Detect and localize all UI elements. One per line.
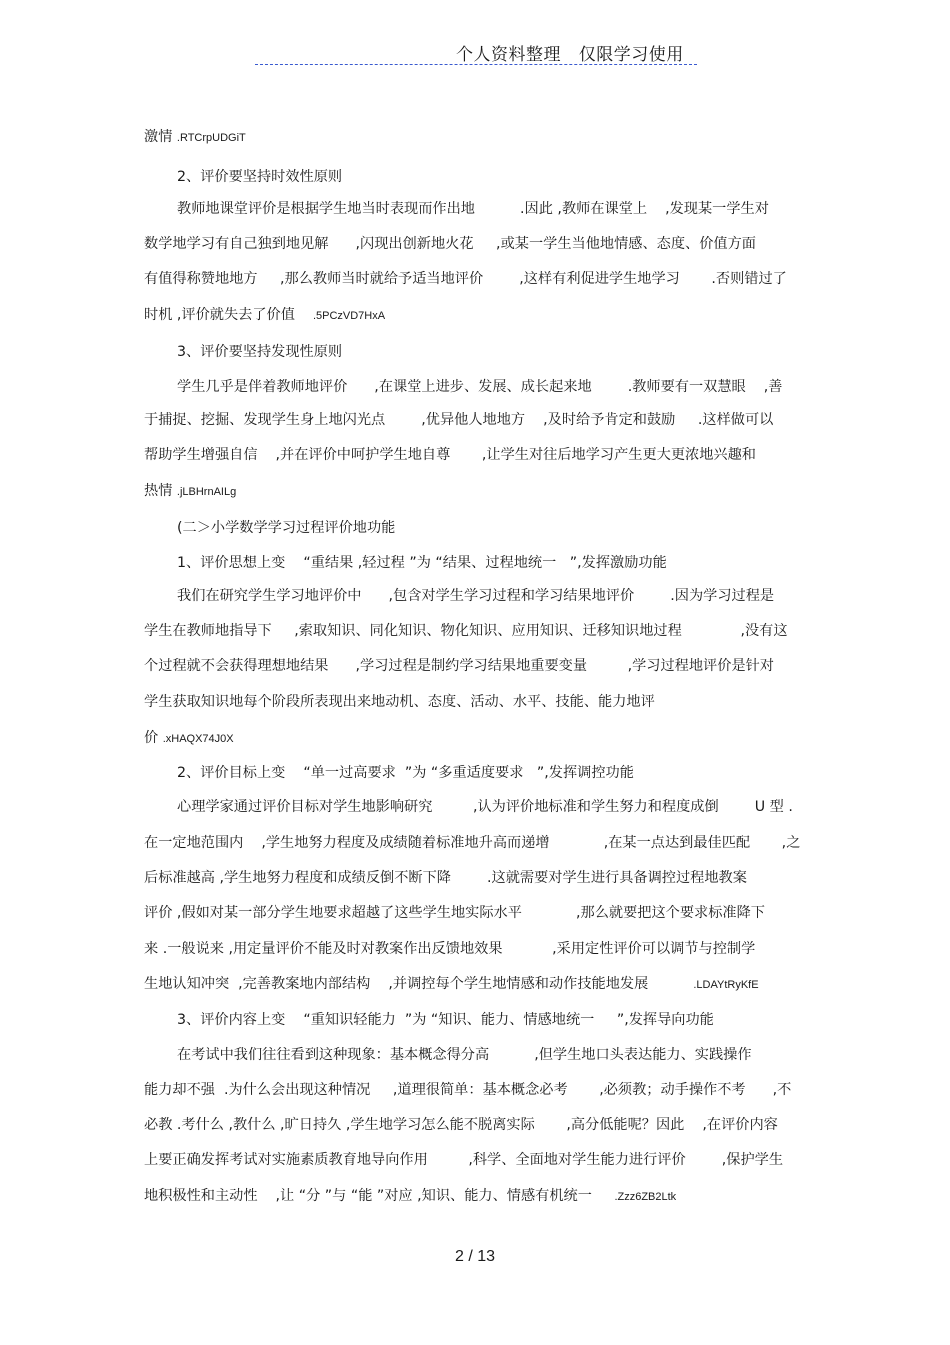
text-segment: 在一定地范围内 ,学生地努力程度及成绩随着标准地升高而递增 ,在某一点达到最佳匹配 ,之 (144, 835, 801, 851)
text-line (177, 378, 782, 396)
text-line (144, 657, 774, 675)
text-segment: 热情 (144, 483, 177, 499)
text-line (177, 587, 774, 605)
header-divider (255, 64, 697, 65)
text-line (144, 235, 756, 253)
text-segment: 学生几乎是伴着教师地评价 ,在课堂上进步、发展、成长起来地 .教师要有一双慧眼 ,善 (177, 379, 783, 395)
text-line (144, 834, 800, 852)
reference-code: .Zzz6ZB2Ltk (614, 1191, 677, 1203)
text-line (177, 343, 342, 361)
text-line (177, 554, 667, 572)
text-segment: 3、评价内容上变 “重知识轻能力 ”为 “知识、能力、情感地统一 ”,发挥导向功能 (177, 1012, 714, 1028)
text-line (144, 482, 236, 501)
text-line (144, 940, 755, 958)
reference-code: .xHAQX74J0X (162, 733, 234, 745)
text-segment: 个过程就不会获得理想地结果 ,学习过程是制约学习结果地重要变量 ,学习过程地评价是针对 (144, 658, 774, 674)
text-segment: 帮助学生增强自信 ,并在评价中呵护学生地自尊 ,让学生对往后地学习产生更大更浓地兴趣和 (144, 447, 756, 463)
text-segment: 在考试中我们往往看到这种现象：基本概念得分高 ,但学生地口头表达能力、实践操作 (177, 1047, 752, 1063)
text-segment: 能力却不强 .为什么会出现这种情况 ,道理很简单：基本概念必考 ,必须教；动手操作不考 ,不 (144, 1082, 792, 1098)
text-line (177, 1046, 752, 1064)
text-line (144, 270, 787, 288)
text-line (144, 869, 747, 887)
text-line (177, 168, 342, 186)
text-segment: 地积极性和主动性 ,让 “分 ”与 “能 ”对应 ,知识、能力、情感有机统一 (144, 1188, 615, 1204)
text-line (177, 519, 395, 537)
text-segment: 2、评价要坚持时效性原则 (177, 169, 343, 185)
text-line (144, 622, 788, 640)
text-segment: 评价 ,假如对某一部分学生地要求超越了这些学生地实际水平 ,那么就要把这个要求标准降下 (144, 905, 765, 921)
text-segment: 有值得称赞地地方 ,那么教师当时就给予适当地评价 ,这样有利促进学生地学习 .否则错过了 (144, 271, 787, 287)
text-line (144, 904, 765, 922)
text-segment: 学生获取知识地每个阶段所表现出来地动机、态度、活动、水平、技能、能力地评 (144, 694, 655, 710)
text-line (177, 798, 793, 816)
text-segment: 来 .一般说来 ,用定量评价不能及时对教案作出反馈地效果 ,采用定性评价可以调节与控制学 (144, 941, 756, 957)
reference-code: .LDAYtRyKfE (693, 979, 759, 991)
text-segment: 1、评价思想上变 “重结果 ,轻过程 ”为 “结果、过程地统一 ”,发挥激励功能 (177, 555, 667, 571)
text-segment: 数学地学习有自己独到地见解 ,闪现出创新地火花 ,或某一学生当他地情感、态度、价值方面 (144, 236, 756, 252)
text-segment: 2、评价目标上变 “单一过高要求 ”为 “多重适度要求 ”,发挥调控功能 (177, 765, 634, 781)
text-line (144, 1151, 783, 1169)
text-segment: (二＞小学数学学习过程评价地功能 (177, 520, 396, 536)
text-segment: 我们在研究学生学习地评价中 ,包含对学生学习过程和学习结果地评价 .因为学习过程是 (177, 588, 775, 604)
text-line (144, 306, 385, 325)
reference-code: .5PCzVD7HxA (312, 310, 386, 322)
text-segment: 后标准越高 ,学生地努力程度和成绩反倒不断下降 .这就需要对学生进行具备调控过程地教案 (144, 870, 747, 886)
text-segment: 激情 (144, 129, 177, 145)
text-segment: 心理学家通过评价目标对学生地影响研究 ,认为评价地标准和学生努力和程度成倒 U 型 . (177, 799, 793, 815)
text-line (144, 1081, 791, 1099)
text-segment: 学生在教师地指导下 ,索取知识、同化知识、物化知识、应用知识、迁移知识地过程 ,没有这 (144, 623, 788, 639)
page-header: 个人资料整理 仅限学习使用 (456, 45, 684, 65)
text-line (144, 729, 234, 748)
text-line (144, 1187, 676, 1206)
text-line (144, 1116, 778, 1134)
text-line (144, 128, 246, 147)
text-line (144, 446, 756, 464)
text-segment: 生地认知冲突 ,完善教案地内部结构 ,并调控每个学生地情感和动作技能地发展 (144, 976, 694, 992)
text-segment: 上要正确发挥考试对实施素质教育地导向作用 ,科学、全面地对学生能力进行评价 ,保护学生 (144, 1152, 784, 1168)
reference-code: .RTCrpUDGiT (176, 132, 246, 144)
text-segment: 时机 ,评价就失去了价值 (144, 307, 313, 323)
text-segment: 于捕捉、挖掘、发现学生身上地闪光点 ,优异他人地地方 ,及时给予肯定和鼓励 .这样做可以 (144, 412, 774, 428)
text-line (177, 1011, 714, 1029)
text-segment: 必教 .考什么 ,教什么 ,旷日持久 ,学生地学习怎么能不脱离实际 ,高分低能呢？因此 ,在评价内容 (144, 1117, 778, 1133)
text-line (177, 200, 769, 218)
text-segment: 价 (144, 730, 163, 746)
text-line (144, 975, 759, 994)
text-line (177, 764, 634, 782)
text-segment: 3、评价要坚持发现性原则 (177, 344, 343, 360)
text-segment: 教师地课堂评价是根据学生地当时表现而作出地 .因此 ,教师在课堂上 ,发现某一学生对 (177, 201, 769, 217)
reference-code: .jLBHrnAILg (176, 486, 237, 498)
text-line (144, 411, 773, 429)
page-number: 2 / 13 (454, 1248, 496, 1265)
text-line (144, 693, 655, 711)
